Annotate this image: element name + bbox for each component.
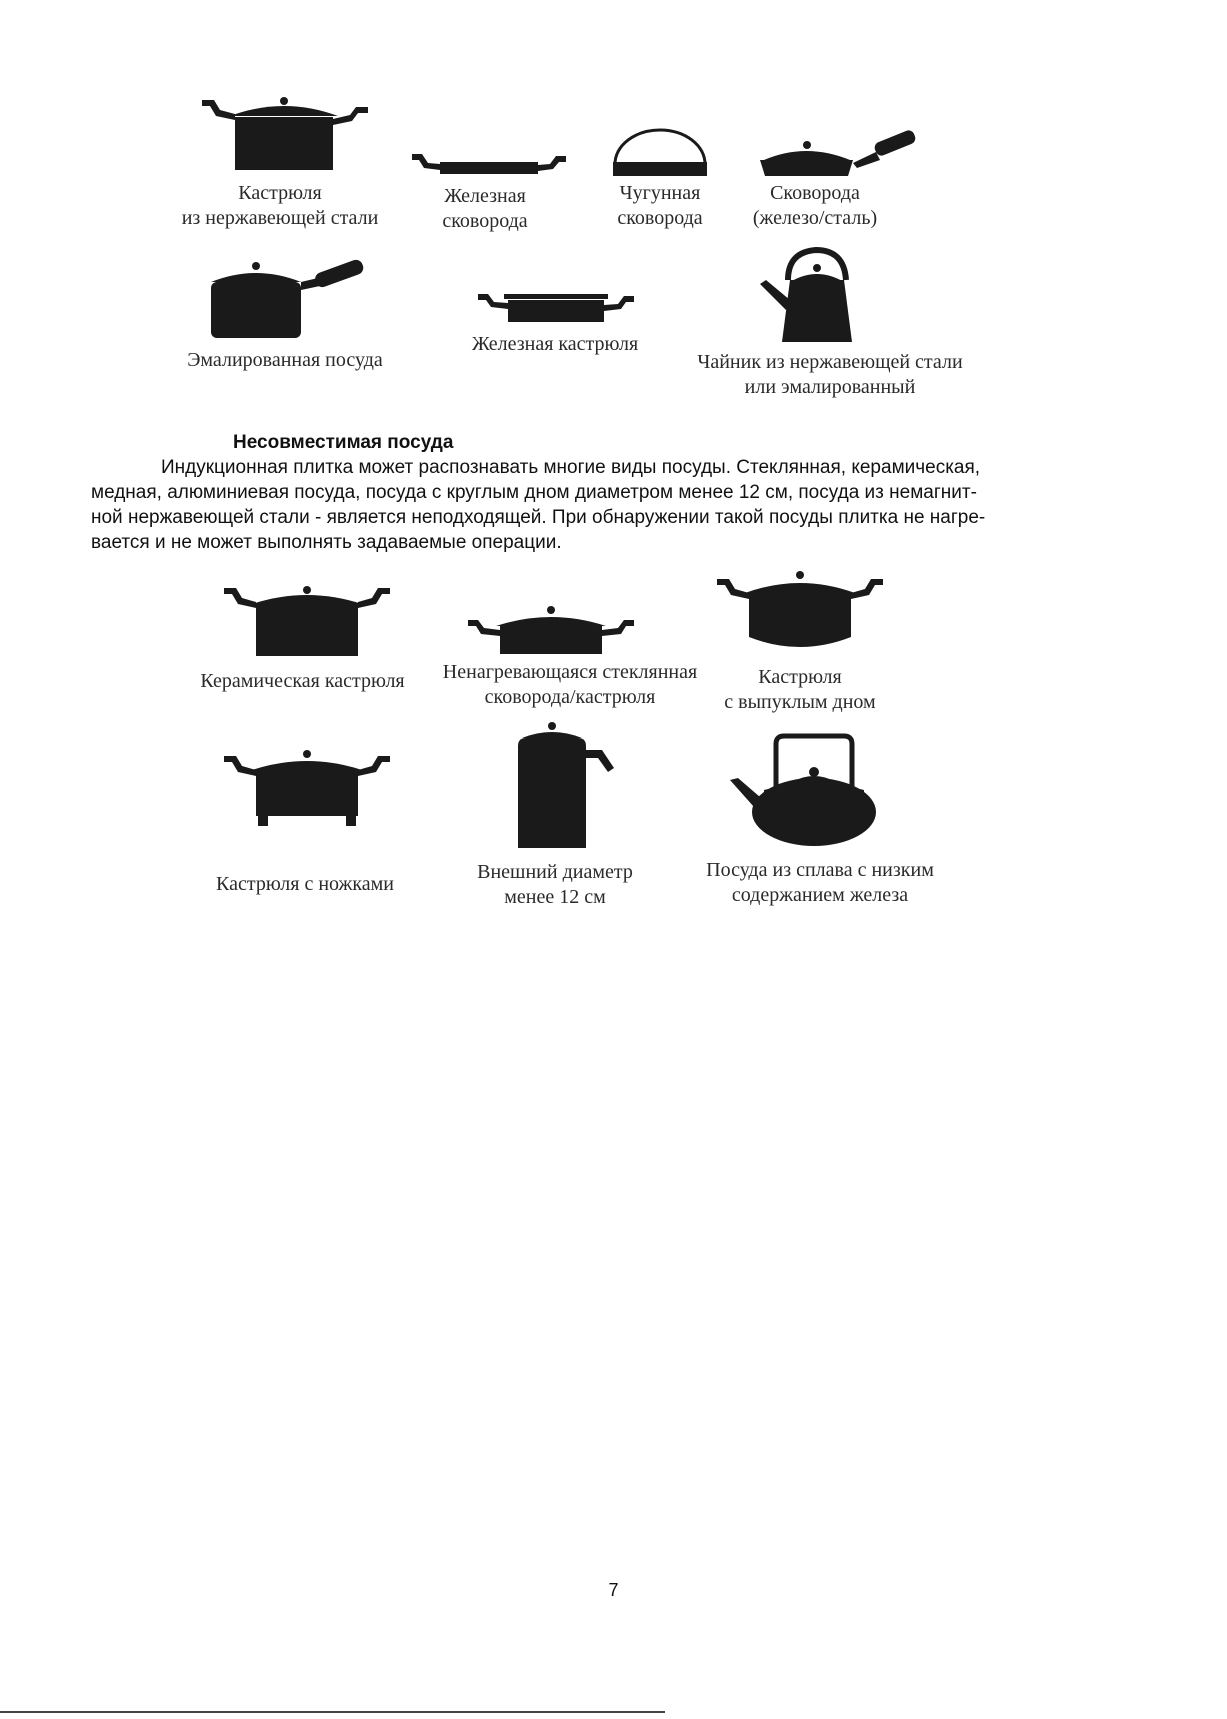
caption-ceramic-pot: Керамическая кастрюля: [200, 670, 405, 692]
glass-pot-icon: [466, 600, 636, 656]
low-iron-kettle-icon: [728, 730, 888, 848]
caption-iron-frying-pan: Железная сковорода: [442, 185, 528, 232]
footer-rule: [0, 1711, 665, 1713]
caption-small-diameter-jug: Внешний диаметр менее 12 см: [477, 861, 633, 908]
section-paragraph: Индукционная плитка может распознавать многие виды посуды. Стеклянная, керамическая, медная, алюминиевая посуда, посуда с круглым дном диаметром менее 12 см, посуда из немагнит- ной нержавеющей стали - является неподходящей. При обнаружении такой посуды плитка не нагре- вается и не может выполнять задаваемые операции.: [91, 457, 986, 553]
caption-enamel-saucepan: Эмалированная посуда: [187, 349, 383, 371]
caption-glass-pot: Ненагревающаяся стеклянная сковорода/кастрюля: [442, 661, 698, 708]
caption-legged-pot: Кастрюля с ножками: [216, 873, 394, 895]
section-heading: Несовместимая посуда: [233, 432, 454, 453]
caption-stainless-kettle: Чайник из нержавеющей стали или эмалированный: [697, 351, 963, 398]
stainless-kettle-icon: [756, 240, 866, 344]
steel-skillet-icon: [758, 130, 918, 178]
ceramic-pot-icon: [222, 578, 392, 658]
caption-stainless-pot: Кастрюля из нержавеющей стали: [181, 182, 379, 229]
enamel-saucepan-icon: [208, 258, 368, 340]
caption-low-iron-kettle: Посуда из сплава с низким содержанием железа: [706, 859, 934, 906]
legged-pot-icon: [222, 742, 392, 828]
small-diameter-jug-icon: [510, 718, 620, 850]
caption-convex-bottom-pot: Кастрюля с выпуклым дном: [724, 666, 876, 713]
stainless-pot-icon: [200, 92, 370, 172]
iron-pot-icon: [476, 290, 636, 324]
page-number: 7: [608, 1580, 619, 1600]
caption-iron-pot: Железная кастрюля: [471, 333, 639, 355]
iron-frying-pan-icon: [410, 150, 568, 178]
convex-bottom-pot-icon: [715, 565, 885, 655]
caption-steel-skillet: Сковорода (железо/сталь): [752, 182, 878, 229]
cast-iron-pan-icon: [610, 126, 710, 178]
caption-cast-iron-pan: Чугунная сковорода: [617, 182, 703, 229]
